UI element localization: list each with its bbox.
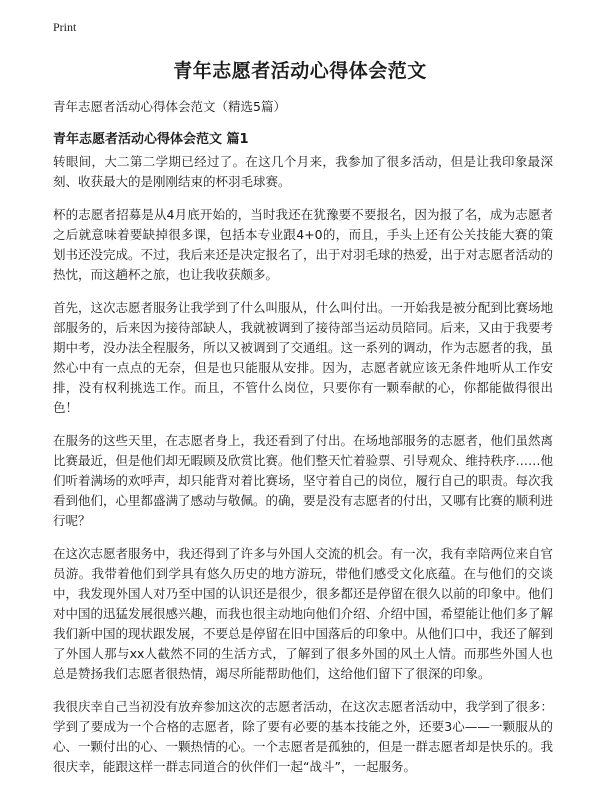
section-heading: 青年志愿者活动心得体会范文 篇1 — [53, 132, 249, 147]
document-title: 青年志愿者活动心得体会范文 — [173, 60, 427, 82]
print-link[interactable]: Print — [53, 20, 77, 34]
paragraph-5: 在这次志愿者服务中，我还得到了许多与外国人交流的机会。有一次，我有幸陪两位来自官员游。我带着他们到学具有悠久历史的地方游玩，带他们感受文化底蕴。在与他们的交谈中，我发现外国人对乃至中国的认识还是很少，很多都还是停留在很久以前的印象中。他们对中国的迅猛发展很感兴趣，而我也很主动地向他们介绍、介绍中国，希望能让他们多了解我们新中国的现状跟发展，不要总是停留在旧中国落后的印象中。从他们口中，我还了解到了外国人那与xx人截然不同的生活方式，了解到了很多外国的风土人情。而那些外国人也总是赞扬我们志愿者很热情，竭尽所能帮助他们，这给他们留下了很深的印象。 — [53, 546, 554, 681]
paragraph-3: 首先，这次志愿者服务让我学到了什么叫服从，什么叫付出。一开始我是被分配到比赛场地部服务的，后来因为接待部缺人，我就被调到了接待部当运动员陪同。后来，又由于我要考期中考，没办法全程服务，所以又被调到了交通组。这一系列的调动，作为志愿者的我，虽然心中有一点点的无奈，但是也只能服从安排。因为，志愿者就应该无条件地听从工作安排，没有权利挑选工作。而且，不管什么岗位，只要你有一颗奉献的心，你都能做得很出色！ — [53, 300, 554, 415]
document-subtitle: 青年志愿者活动心得体会范文（精选5篇） — [53, 99, 286, 114]
paragraph-2: 杯的志愿者招募是从4月底开始的，当时我还在犹豫要不要报名，因为报了名，成为志愿者之后就意味着要缺掉很多课，包括本专业跟4+0的，而且，手头上还有公关技能大赛的策划书还没完成。不过，我后来还是决定报名了，出于对羽毛球的热爱，出于对志愿者活动的热忱，而这趟杯之旅，也让我收获颇多。 — [53, 207, 554, 282]
paragraph-1: 转眼间，大二第二学期已经过了。在这几个月来，我参加了很多活动，但是让我印象最深刻、收获最大的是刚刚结束的杯羽毛球赛。 — [53, 154, 553, 189]
paragraph-4: 在服务的这些天里，在志愿者身上，我还看到了付出。在场地部服务的志愿者，他们虽然离比赛最近，但是他们却无暇顾及欣赏比赛。他们整天忙着验票、引导观众、维持秩序……他们听着满场的欢呼声，却只能背对着比赛场，坚守着自己的岗位，履行自己的职责。每次我看到他们，心里都盛满了感动与敬佩。的确，要是没有志愿者的付出，又哪有比赛的顺利进行呢？ — [53, 433, 554, 528]
paragraph-6: 我很庆幸自己当初没有放弃参加这次的志愿者活动，在这次志愿者活动中，我学到了很多：学到了要成为一个合格的志愿者，除了要有必要的基本技能之外，还要3心——一颗服从的心、一颗付出的心、一颗热情的心。一个志愿者是孤独的，但是一群志愿者却是快乐的。我很庆幸，能跟这样一群志同道合的伙伴们一起“战斗”，一起服务。 — [53, 699, 554, 774]
article-body — [53, 152, 553, 790]
